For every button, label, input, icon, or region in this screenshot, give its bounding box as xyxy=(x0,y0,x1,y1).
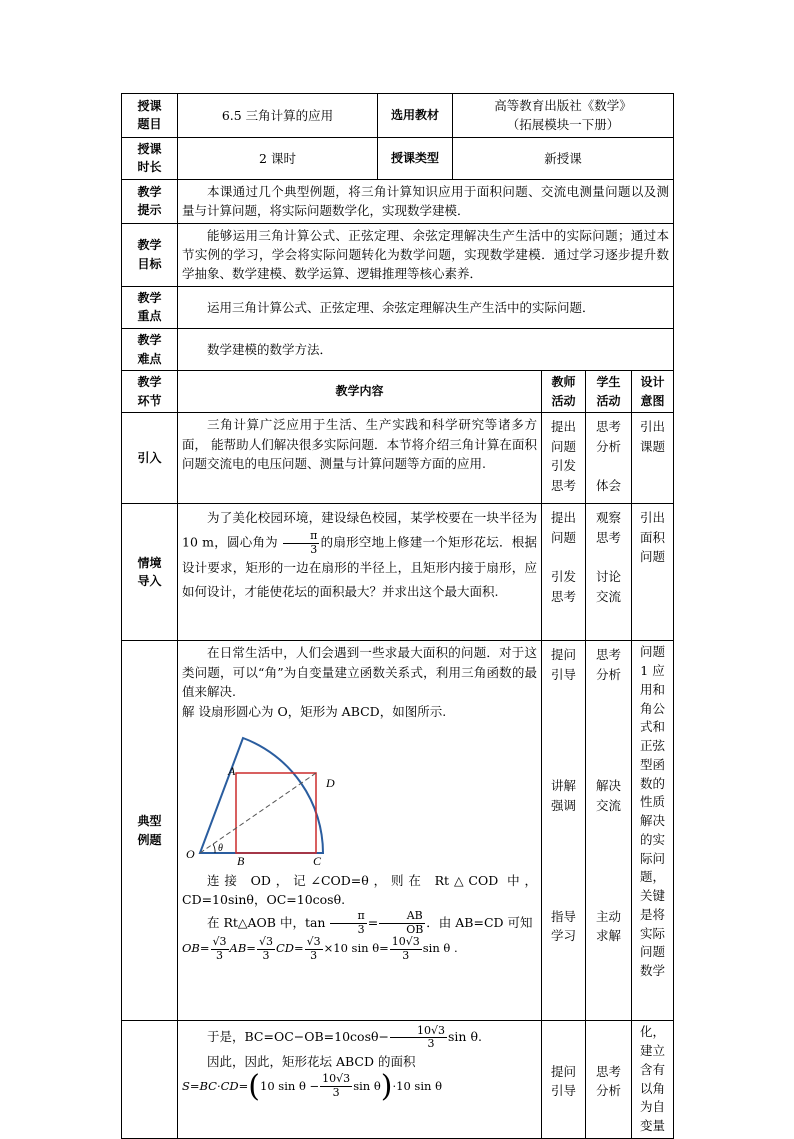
hours-label: 授课 时长 xyxy=(122,137,178,179)
scenario-stage: 情境 导入 xyxy=(122,504,178,641)
example-design: 问题 1 应 用和 角公 式和 正弦 型函 数的 性质 解决 的实 际问 题， 关键 是将 实际 问题 数学 xyxy=(632,641,674,1021)
topic-value: 6.5 三角计算的应用 xyxy=(178,94,378,138)
scenario-student-2: 讨论 交流 xyxy=(595,569,621,604)
intro-student-1: 思考 分析 xyxy=(595,419,621,454)
example-teacher-3: 指导 学习 xyxy=(550,908,576,944)
scenario-student xyxy=(586,504,632,641)
lesson-plan-table xyxy=(121,93,674,1139)
column-header-row xyxy=(122,371,674,413)
intro-stage: 引入 xyxy=(122,413,178,504)
example-p4: 在 Rt△AOB 中，tan $\frac{\pi}{3}$ = $\frac{AB}{OB}$ ．由 AB=CD 可知 xyxy=(207,908,533,936)
topic-label: 授课 题目 xyxy=(122,94,178,138)
goals-row xyxy=(122,223,674,286)
hours-value: 2 课时 xyxy=(178,137,378,179)
sector-rectangle-figure xyxy=(182,727,422,867)
keypoint-label: 教学 重点 xyxy=(122,286,178,328)
tips-text: 本课通过几个典型例题，将三角计算知识应用于面积问题、交流电测量问题以及测量与计算问题，将实际问题数学化，实现数学建模． xyxy=(182,183,670,219)
scenario-teacher-1: 提出 问题 xyxy=(550,510,576,545)
intro-text: 三角计算广泛应用于生活、生产实践和科学研究等诸多方面， 能帮助人们解决很多实际问题．本节将介绍三角计算在面积问题交流电的电压问题、测量与计算问题等方面的应用. xyxy=(182,417,537,472)
scenario-text-b: 的扇形空地上修建一个矩形花坛．根据设计要求，矩形的一边在扇形的半径上，且矩形内接于扇形，应如何设计，才能使花坛的面积最大？并求出这个最大面积. xyxy=(182,534,537,600)
hours-row xyxy=(122,137,674,179)
example-student-2: 解决 交流 xyxy=(595,778,621,813)
type-label: 授课类型 xyxy=(378,137,453,179)
textbook-value-line-2: （拓展模块一下册） xyxy=(506,117,620,133)
cont-p2: 因此，因此，矩形花坛 ABCD 的面积 xyxy=(207,1054,416,1070)
example-p5: OB= $\frac{√3}{3}$ AB= $\frac{√3}{3}$ CD= $\frac{√3}{3}$ ×10 sin θ= $\frac{10√3}{3}$ sin θ . xyxy=(182,935,458,962)
cont-design: 化， 建立 含有 以角 为自 变量 xyxy=(632,1021,674,1139)
difficulty-label: 教学 难点 xyxy=(122,329,178,371)
intro-teacher xyxy=(542,413,586,504)
design-header: 设计 意图 xyxy=(632,371,674,413)
angle-arc xyxy=(213,844,215,853)
keypoint-text: 运用三角计算公式、正弦定理、余弦定理解决生产生活中的实际问题． xyxy=(207,299,595,315)
textbook-label: 选用教材 xyxy=(378,94,453,138)
rectangle-abcd xyxy=(236,773,316,853)
continuation-content xyxy=(178,1021,542,1139)
label-c: C xyxy=(313,853,322,867)
scenario-design: 引出 面积 问题 xyxy=(632,504,674,641)
label-d: D xyxy=(326,775,335,790)
cont-student: 思考 分析 xyxy=(586,1021,632,1139)
diagonal-od xyxy=(200,773,316,853)
type-value: 新授课 xyxy=(453,137,674,179)
example-row xyxy=(122,641,674,1021)
example-p2: 解 设扇形圆心为 O，矩形为 ABCD，如图所示. xyxy=(182,703,447,719)
scenario-teacher xyxy=(542,504,586,641)
example-student-3: 主动 求解 xyxy=(595,908,621,944)
scenario-text-a: 为了美化校园环境，建设绿色校园，某学校要在一块半径为 10 m，圆心角为 xyxy=(182,510,537,550)
continuation-stage xyxy=(122,1021,178,1139)
student-header: 学生 活动 xyxy=(586,371,632,413)
intro-teacher-2: 引发 思考 xyxy=(550,458,576,493)
ab-over-ob: $\frac{AB}{OB}$ xyxy=(379,910,425,936)
example-student xyxy=(586,641,632,1021)
sector-outline xyxy=(200,738,323,853)
label-o: O xyxy=(186,846,195,861)
topic-row xyxy=(122,94,674,138)
content-header: 教学内容 xyxy=(178,371,542,413)
stage-header: 教学 环节 xyxy=(122,371,178,413)
label-b: B xyxy=(237,853,245,867)
intro-design: 引出 课题 xyxy=(632,413,674,504)
tips-label: 教学 提示 xyxy=(122,179,178,223)
pi-over-3-tan: $\frac{\pi}{3}$ xyxy=(330,910,366,936)
pi-over-3-fraction: $\frac{\pi}{3}$ xyxy=(283,530,319,556)
example-teacher-1: 提问 引导 xyxy=(550,647,576,682)
example-teacher-2: 讲解 强调 xyxy=(550,778,576,813)
example-p3: 连接 OD，记∠COD=θ，则在 Rt△COD 中，CD=10sinθ，OC=10cosθ. xyxy=(182,872,537,908)
intro-student xyxy=(586,413,632,504)
difficulty-text: 数学建模的数学方法． xyxy=(207,341,333,357)
continuation-row xyxy=(122,1021,674,1139)
scenario-student-1: 观察 思考 xyxy=(595,510,621,545)
textbook-value-line-1: 高等教育出版社《数学》 xyxy=(494,98,632,113)
goals-text: 能够运用三角计算公式、正弦定理、余弦定理解决生产生活中的实际问题；通过本节实例的学习，学会将实际问题转化为数学问题，实现数学建模．通过学习逐步提升数学抽象、数学建模、数学运算、逻辑推理等核心素养． xyxy=(182,227,670,282)
example-stage: 典型 例题 xyxy=(122,641,178,1021)
intro-row xyxy=(122,413,674,504)
cont-p3: S=BC·CD=(10 sin θ − $\frac{10√3}{3}$ sin θ)·10 sin θ xyxy=(182,1068,442,1104)
teacher-header: 教师 活动 xyxy=(542,371,586,413)
example-content xyxy=(178,641,542,1021)
intro-student-2: 体会 xyxy=(595,478,621,494)
cont-p1: 于是，BC=OC−OB=10cosθ− $\frac{10√3}{3}$ sin θ. xyxy=(207,1023,482,1051)
label-theta: θ xyxy=(218,842,223,854)
scenario-teacher-2: 引发 思考 xyxy=(550,569,576,604)
scenario-content xyxy=(178,504,542,641)
scenario-row xyxy=(122,504,674,641)
tips-row xyxy=(122,179,674,223)
keypoint-row xyxy=(122,286,674,328)
difficulty-row xyxy=(122,329,674,371)
example-p1: 在日常生活中，人们会遇到一些求最大面积的问题．对于这类问题，可以“角”为自变量建立函数关系式，利用三角函数的最值来解决. xyxy=(182,645,537,700)
goals-label: 教学 目标 xyxy=(122,223,178,286)
example-student-1: 思考 分析 xyxy=(595,647,621,682)
textbook-value xyxy=(453,94,674,138)
cont-teacher: 提问 引导 xyxy=(542,1021,586,1139)
intro-teacher-1: 提出 问题 xyxy=(550,419,576,454)
example-teacher xyxy=(542,641,586,1021)
label-a: A xyxy=(228,763,236,778)
